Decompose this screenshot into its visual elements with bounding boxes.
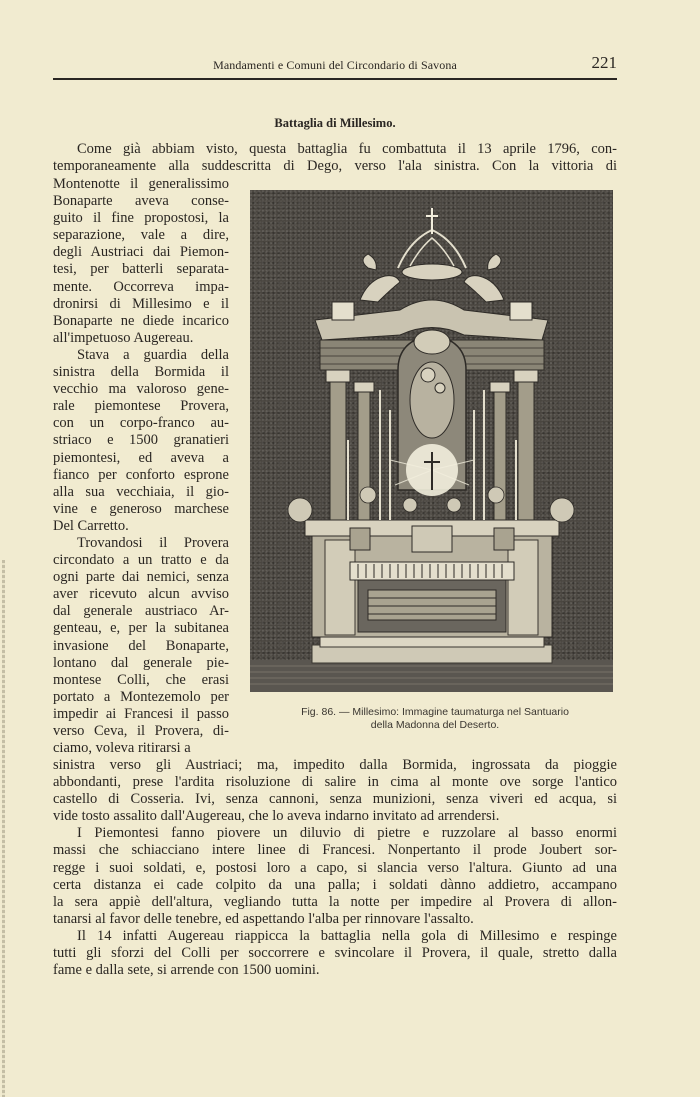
text-line: vine e generoso marchese (53, 500, 229, 517)
text-line: Bonaparte aveva conse- (53, 193, 229, 210)
text-line: Stava a guardia della (77, 346, 229, 363)
text-line: tanarsi al favor delle tenebre, ed aspettando l'alba per rinnovare l'assalto. (53, 910, 474, 927)
text-line: circondato a un tratto e da (53, 552, 229, 569)
text-line: guito il fine propostosi, la (53, 210, 229, 227)
text-line: con un corpo-franco au- (53, 415, 229, 432)
running-header (53, 50, 617, 80)
text-line: invasione del Bonaparte, (53, 637, 229, 654)
page-edge-binding (2, 560, 5, 1097)
text-line: striaco e 1500 granatieri (53, 432, 229, 449)
text-line: aver ricevuto alcun avviso (53, 586, 229, 603)
text-line: montese Colli, che erasi (53, 671, 229, 688)
text-line: fianco per conforto esprone (53, 466, 229, 483)
text-line: I Piemontesi fanno piovere un diluvio di pietre e ruzzolare al basso enormi (77, 825, 617, 842)
opening-paragraph (53, 141, 617, 175)
text-line: lontano dal generale pie- (53, 654, 229, 671)
text-line: rale piemontese Provera, (53, 398, 229, 415)
text-line: Bonaparte ne diede incarico (53, 312, 229, 329)
altar-illustration (250, 190, 613, 692)
text-line: vecchio ma valoroso gene- (53, 381, 229, 398)
text-line: abbondanti, prese l'ardita risoluzione di salire in cima al monte ove sorge l'antico (53, 774, 617, 791)
text-line: mente. Occorreva impa- (53, 278, 229, 295)
text-line: separazione, vale a dire, (53, 227, 229, 244)
text-line: vide tosto assalito dall'Augereau, che lo aveva indarno invitato ad arrendersi. (53, 808, 500, 825)
text-line: tutti gli sforzi del Colli per soccorrere e svincolare il Provera, il quale, stretto dalla (53, 945, 617, 962)
text-line: tesi, per batterli separata- (53, 261, 229, 278)
text-line: verso Ceva, il Provera, di- (53, 723, 229, 739)
text-line: dal generale austriaco Ar- (53, 603, 229, 620)
text-line: portato a Montezemolo per (53, 688, 229, 705)
running-title: Mandamenti e Comuni del Circondario di Savona (213, 58, 457, 72)
text-line: la sera appiè dell'altura, vegliando tutta la notte per impedire al Provera di allon- (53, 893, 617, 910)
text-line: Del Carretto. (53, 517, 129, 534)
text-line: genteau, e, per la subitanea (53, 620, 229, 637)
section-title: Battaglia di Millesimo. (274, 116, 396, 130)
text-line: impedir ai Francesi il passo (53, 705, 229, 722)
text-line: temporaneamente alla suddescritta di Dego, verso l'ala sinistra. Con la vittoria di (53, 158, 617, 175)
text-line: sinistra della Bormida il (53, 364, 229, 381)
text-line: Come già abbiam visto, questa battaglia fu combattuta il 13 aprile 1796, con- (77, 141, 617, 157)
page-number: 221 (591, 53, 617, 72)
column-text (53, 176, 229, 757)
text-line: Il 14 infatti Augereau riappicca la battaglia nella gola di Millesimo e respinge (77, 927, 617, 944)
text-line: dronirsi di Millesimo e il (53, 295, 229, 312)
text-line: sinistra verso gli Austriaci; ma, impedito dalla Bormida, ingrossata da pioggie (53, 757, 617, 773)
caption-line: Fig. 86. — Millesimo: Immagine taumaturga nel Santuario (301, 706, 569, 718)
altar-engraving-image (250, 190, 613, 692)
text-line: ciamo, voleva ritirarsi a (53, 740, 191, 757)
continuation-text (53, 757, 617, 979)
text-line: alla sua vecchiaia, il gio- (53, 483, 229, 500)
text-line: massi che schiacciano intere linee di Francesi. Nonpertanto il prode Joubert sor- (53, 842, 617, 859)
text-line: Montenotte il generalissimo (53, 176, 229, 192)
text-line: all'impetuoso Augereau. (53, 329, 194, 346)
text-line: certa distanza ei cade colpito da una palla; i soldati dànno addietro, accampano (53, 876, 617, 893)
text-line: regge i suoi soldati, e, postosi loro a capo, si slancia verso l'altura. Giunto ad una (53, 859, 617, 876)
text-line: fame e dalla sete, si arrende con 1500 uomini. (53, 962, 320, 979)
figure-caption (250, 706, 620, 732)
text-line: castello di Cosseria. Ivi, senza cannoni, senza munizioni, senza viveri ed acqua, si (53, 791, 617, 808)
text-line: piemontesi, ed aveva a (53, 449, 229, 466)
caption-line: della Madonna del Deserto. (370, 719, 500, 731)
text-line: ogni parte dai nemici, senza (53, 569, 229, 586)
text-line: Trovandosi il Provera (77, 534, 229, 551)
text-line: degli Austriaci dai Piemon- (53, 244, 229, 261)
